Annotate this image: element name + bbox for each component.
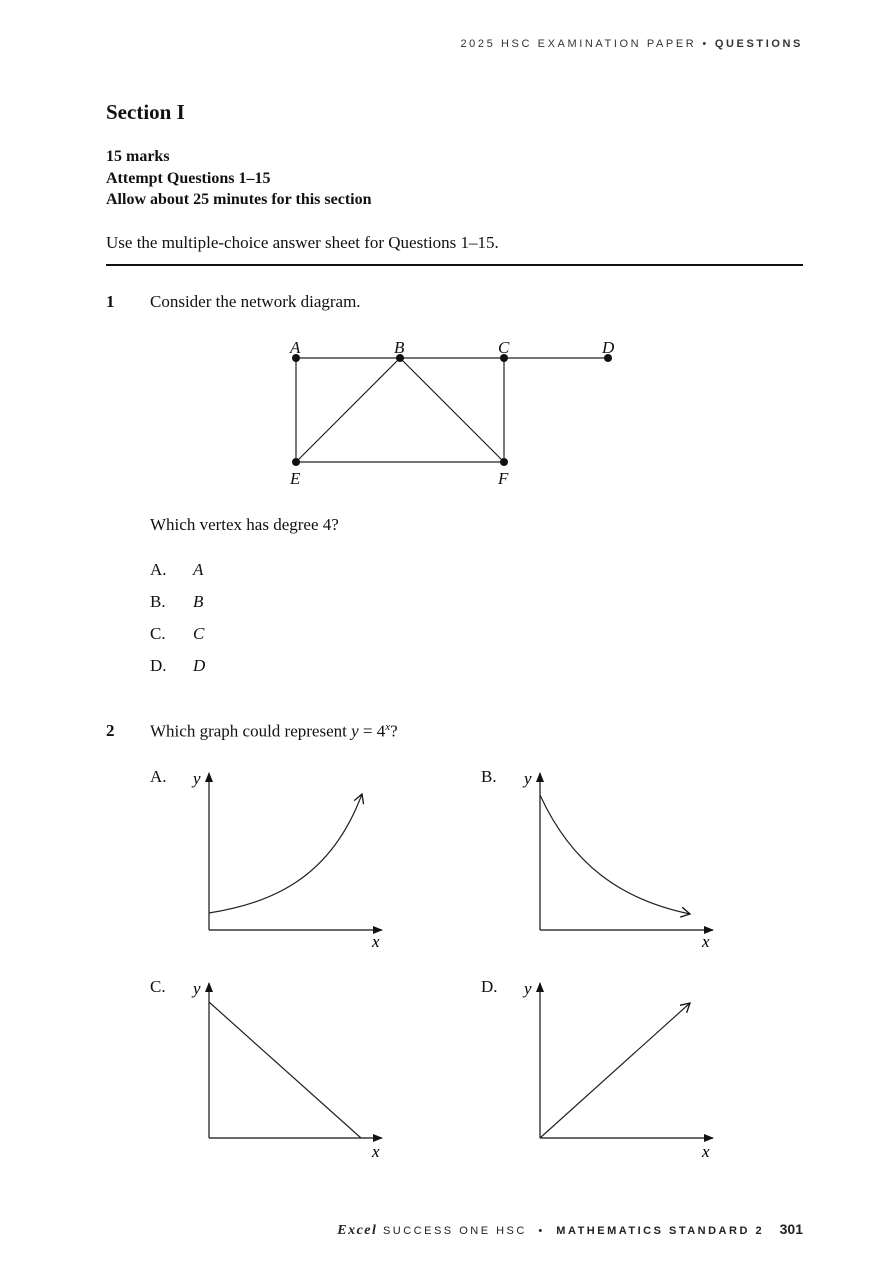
graph-c-x-label: x — [372, 1142, 380, 1161]
q2-graph-a — [180, 765, 400, 955]
vertex-label-c: C — [498, 338, 510, 357]
graph-b-x-label: x — [702, 932, 710, 951]
vertex-label-f: F — [498, 469, 509, 488]
graph-c-line — [209, 1002, 361, 1138]
equation-equals: = — [362, 721, 373, 741]
question-2-number: 2 — [106, 721, 115, 740]
q2-option-d-letter[interactable]: D. — [481, 977, 498, 996]
question-1-text: Consider the network diagram. — [150, 292, 361, 311]
section-attempt: Attempt Questions 1–15 — [106, 170, 271, 187]
question-2-prefix: Which graph could represent — [150, 721, 347, 741]
question-1-number: 1 — [106, 292, 115, 311]
q2-graph-d — [512, 975, 732, 1165]
header-paper-title: 2025 HSC EXAMINATION PAPER — [460, 38, 697, 50]
q2-graph-c — [180, 975, 400, 1165]
q2-graph-b — [512, 765, 732, 955]
equation-base: 4 — [376, 721, 386, 741]
q1-option-d-value: D — [193, 656, 206, 675]
section-title: Section I — [106, 100, 185, 124]
q1-option-c-value: C — [193, 624, 205, 643]
graph-b-y-label: y — [524, 769, 532, 788]
page-number: 301 — [779, 1221, 803, 1237]
question-2-suffix: ? — [390, 721, 398, 741]
q1-option-c-letter[interactable]: C. — [150, 624, 166, 643]
q1-option-b-letter[interactable]: B. — [150, 592, 166, 611]
header-section-label: QUESTIONS — [714, 38, 803, 50]
graph-b-curve — [540, 795, 690, 914]
vertex-f — [500, 458, 508, 466]
network-diagram — [270, 335, 640, 490]
graph-c-y-label: y — [193, 979, 201, 998]
section-divider — [106, 264, 803, 266]
section-marks: 15 marks — [106, 148, 170, 165]
graph-a-x-label: x — [372, 932, 380, 951]
q1-option-a-letter[interactable]: A. — [150, 560, 167, 579]
header-separator: • — [702, 38, 709, 50]
q1-option-b-value: B — [193, 592, 204, 611]
q2-option-c-letter[interactable]: C. — [150, 977, 166, 996]
vertex-label-a: A — [290, 338, 301, 357]
q2-option-b-letter[interactable]: B. — [481, 767, 497, 786]
edge-b-f — [400, 358, 504, 462]
running-header — [0, 38, 803, 50]
section-time: Allow about 25 minutes for this section — [106, 191, 372, 208]
equation-exponent: x — [385, 721, 391, 733]
footer-series: SUCCESS ONE HSC — [382, 1225, 527, 1237]
vertex-label-d: D — [602, 338, 615, 357]
question-2-text — [150, 721, 398, 742]
q1-option-d-letter[interactable]: D. — [150, 656, 167, 675]
graph-d-line — [540, 1003, 690, 1138]
graph-a-curve — [209, 794, 362, 913]
vertex-label-b: B — [394, 338, 405, 357]
graph-a-y-label: y — [193, 769, 201, 788]
graph-d-x-label: x — [702, 1142, 710, 1161]
vertex-label-e: E — [290, 469, 301, 488]
edge-b-e — [296, 358, 400, 462]
footer-separator: • — [538, 1225, 545, 1237]
footer-brand: Excel — [337, 1223, 378, 1238]
section-instruction: Use the multiple-choice answer sheet for Questions 1–15. — [106, 233, 499, 252]
equation-lhs: y — [351, 721, 359, 741]
footer-subject: MATHEMATICS STANDARD 2 — [556, 1225, 765, 1237]
q1-option-a-value: A — [193, 560, 204, 579]
vertex-e — [292, 458, 300, 466]
question-1-prompt: Which vertex has degree 4? — [150, 515, 339, 534]
q2-option-a-letter[interactable]: A. — [150, 767, 167, 786]
graph-d-y-label: y — [524, 979, 532, 998]
page-footer — [0, 1221, 803, 1239]
